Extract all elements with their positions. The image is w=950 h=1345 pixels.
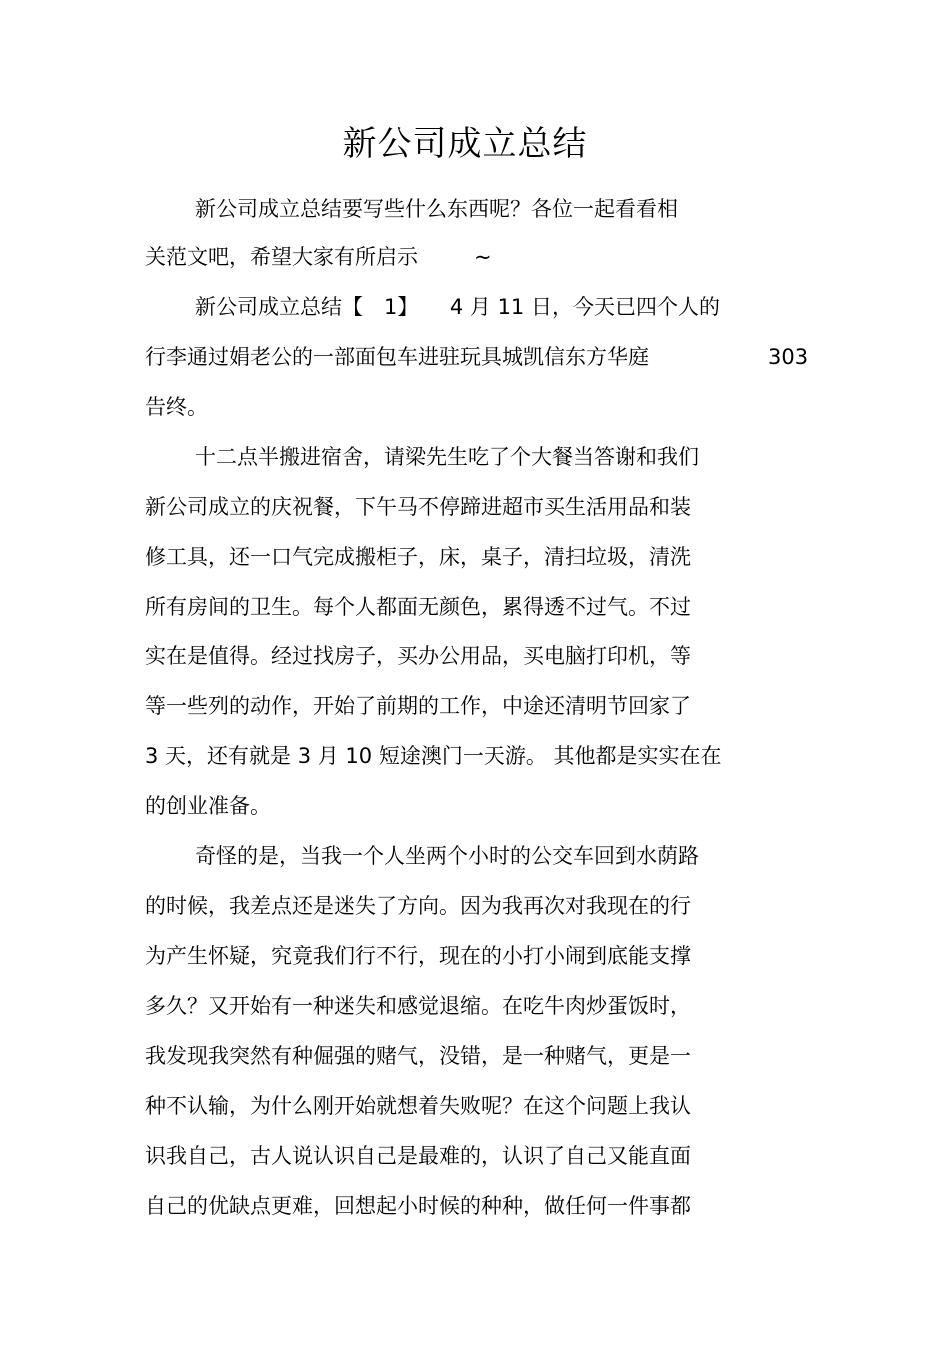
- text-line: 修工具，还一口气完成搬柜子，床，桌子，清扫垃圾，清洗: [145, 545, 691, 569]
- text-line: 新公司成立的庆祝餐，下午马不停蹄进超市买生活用品和装: [145, 495, 691, 519]
- text-line: 等一些列的动作，开始了前期的工作，中途还清明节回家了: [145, 694, 691, 718]
- text-line: 为产生怀疑，究竟我们行不行，现在的小打小闹到底能支撑: [145, 944, 691, 968]
- text-line: 奇怪的是，当我一个人坐两个小时的公交车回到水荫路: [195, 844, 699, 868]
- text-line: 3 天，还有就是 3 月 10 短途澳门一天游。 其他都是实实在在: [145, 744, 722, 768]
- text-line: 所有房间的卫生。每个人都面无颜色，累得透不过气。不过: [145, 595, 691, 619]
- text-line: 识我自己，古人说认识自己是最难的，认识了自己又能直面: [145, 1144, 691, 1168]
- text-line: 十二点半搬进宿舍，请梁先生吃了个大餐当答谢和我们: [195, 445, 699, 469]
- text-line: 行李通过娟老公的一部面包车进驻玩具城凯信东方华庭: [145, 345, 649, 369]
- text-line-tail: 303: [768, 345, 809, 369]
- text-line: 多久？又开始有一种迷失和感觉退缩。在吃牛肉炒蛋饭时，: [145, 994, 691, 1018]
- text-line: 告终。: [145, 395, 208, 419]
- text-line: 新公司成立总结【 1】 4 月 11 日，今天已四个人的: [195, 295, 720, 319]
- text-line: 关范文吧，希望大家有所启示: [145, 245, 418, 269]
- text-line-tail: ~: [474, 245, 492, 269]
- document-title: 新公司成立总结: [342, 124, 588, 164]
- text-line: 我发现我突然有种倔强的赌气，没错，是一种赌气，更是一: [145, 1044, 691, 1068]
- text-line: 实在是值得。经过找房子，买办公用品，买电脑打印机，等: [145, 644, 691, 668]
- text-line: 种不认输，为什么刚开始就想着失败呢？在这个问题上我认: [145, 1094, 691, 1118]
- text-line: 的创业准备。: [145, 794, 271, 818]
- text-line: 的时候，我差点还是迷失了方向。因为我再次对我现在的行: [145, 894, 691, 918]
- text-line: 新公司成立总结要写些什么东西呢？各位一起看看相: [195, 197, 678, 221]
- text-line: 自己的优缺点更难，回想起小时候的种种，做任何一件事都: [145, 1194, 691, 1218]
